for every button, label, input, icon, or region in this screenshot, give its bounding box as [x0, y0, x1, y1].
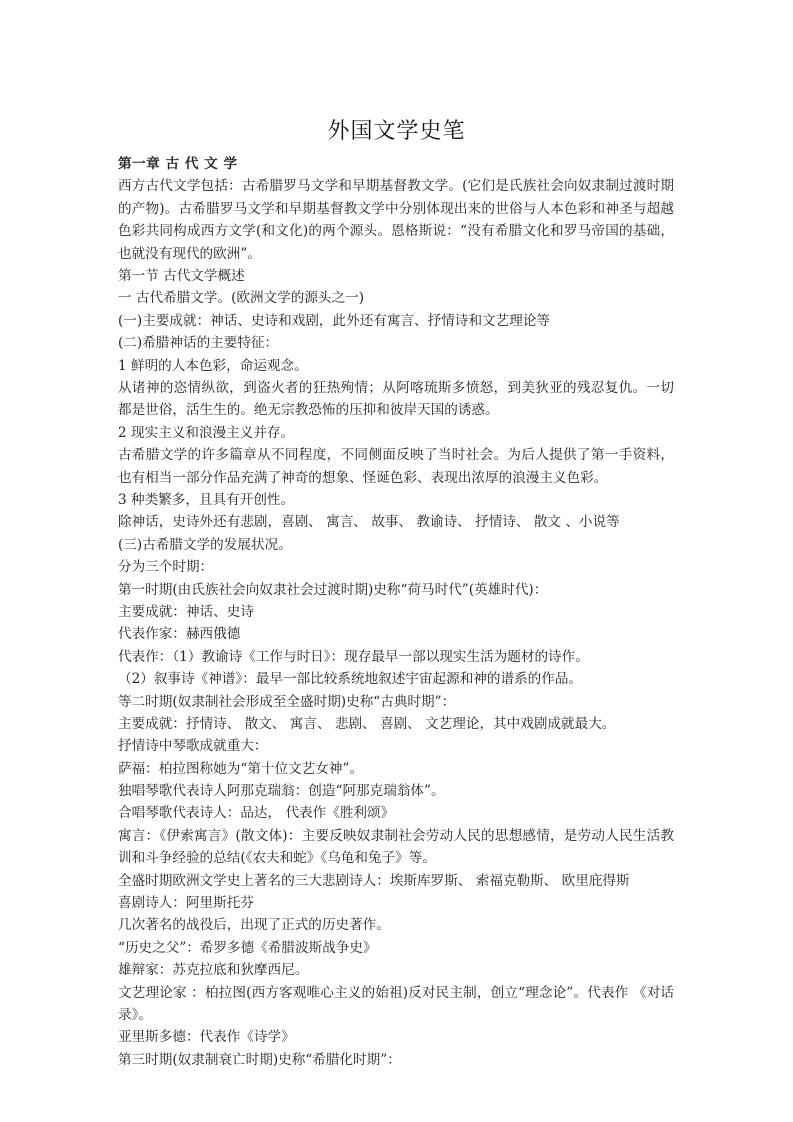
paragraph: (三)古希腊文学的发展状况。: [118, 536, 292, 553]
paragraph: 分为三个时期：: [118, 559, 214, 576]
paragraph: 雄辩家：苏克拉底和狄摩西尼。: [118, 962, 309, 979]
paragraph: 主要成就：神话、史诗: [118, 603, 254, 620]
paragraph: 全盛时期欧洲文学史上著名的三大悲剧诗人：埃斯库罗斯、 索福克勒斯、 欧里庇得斯: [118, 872, 630, 889]
paragraph: 第三时期(奴隶制衰亡时期)史称“希腊化时期”：: [118, 1051, 401, 1068]
paragraph: 从诸神的恣情纵欲，到盗火者的狂热殉情；从阿喀琉斯多愤怒，到美狄亚的残忍复仇。一切都是世俗，活生生的。绝无宗教恐怖的压抑和彼岸天国的诱惑。: [118, 379, 674, 419]
paragraph: 寓言：《伊索寓言》(散文体)：主要反映奴隶制社会劳动人民的思想感情，是劳动人民生活教训和斗争经验的总结(《农夫和蛇》《乌龟和兔子》等。: [118, 827, 674, 867]
paragraph: 第一时期(由氏族社会向奴隶社会过渡时期)史称“荷马时代”(英雄时代)：: [118, 581, 548, 598]
paragraph: 喜剧诗人：阿里斯托芬: [118, 895, 254, 912]
paragraph: 3 种类繁多，且具有开创性。: [118, 491, 295, 508]
paragraph: 除神话，史诗外还有悲剧，喜剧、 寓言、 故事、 教谕诗、 抒情诗、 散文 、小说等: [118, 514, 620, 531]
paragraph: 代表作：（1）教谕诗《工作与时日》：现存最早一部以现实生活为题材的诗作。: [118, 648, 589, 665]
paragraph: 主要成就：抒情诗、 散文、 寓言、 悲剧、 喜剧、 文艺理论，其中戏剧成就最大。: [118, 715, 616, 732]
paragraph: “历史之父”：希罗多德《希腊波斯战争史》: [118, 939, 377, 956]
document-body: [118, 153, 674, 1071]
intro-paragraph: 西方古代文学包括：古希腊罗马文学和早期基督教文学。(它们是氏族社会向奴隶制过渡时期的产物)。古希腊罗马文学和早期基督教文学中分别体现出来的世俗与人本色彩和神圣与超越色彩共同构成西方文学(和文化)的两个源头。恩格斯说：“没有希腊文化和罗马帝国的基础，也就没有现代的欧洲”。: [118, 178, 674, 262]
document-title: 外国文学史笔: [327, 119, 466, 144]
paragraph: (一)主要成就：神话、史诗和戏剧，此外还有寓言、抒情诗和文艺理论等: [118, 312, 551, 329]
paragraph: 等二时期(奴隶制社会形成至全盛时期)史称“古典时期”：: [118, 693, 456, 710]
paragraph: 萨福：柏拉图称她为“第十位文艺女神”。: [118, 760, 363, 777]
paragraph: 独唱琴歌代表诗人阿那克瑞翁：创造“阿那克瑞翁体”。: [118, 783, 445, 800]
paragraph: 2 现实主义和浪漫主义并存。: [118, 424, 295, 441]
section-heading: 第一节 古代文学概述: [118, 268, 245, 285]
paragraph: 合唱琴歌代表诗人：品达， 代表作《胜利颂》: [118, 805, 395, 822]
paragraph: 亚里斯多德：代表作《诗学》: [118, 1029, 295, 1046]
paragraph: 代表作家：赫西俄德: [118, 626, 241, 643]
paragraph: 文艺理论家 ：柏拉图(西方客观唯心主义的始祖)反对民主制，创立“理念论”。代表作 《对话录》。: [118, 984, 674, 1024]
paragraph: 古希腊文学的许多篇章从不同程度，不同侧面反映了当时社会。为后人提供了第一手资料，也有相当一部分作品充满了神奇的想象、怪诞色彩、表现出浓厚的浪漫主义色彩。: [118, 447, 674, 486]
chapter-heading: 第一章 古 代 文 学: [118, 156, 238, 172]
paragraph: 抒情诗中琴歌成就重大：: [118, 738, 268, 755]
paragraph: （2）叙事诗《神谱》：最早一部比较系统地叙述宇宙起源和神的谱系的作品。: [118, 671, 583, 688]
paragraph: 几次著名的战役后，出现了正式的历史著作。: [118, 917, 390, 934]
paragraph: 1 鲜明的人本色彩，命运观念。: [118, 357, 308, 374]
subsection-heading: 一 古代希腊文学。(欧洲文学的源头之一): [118, 290, 365, 307]
paragraph: (二)希腊神话的主要特征：: [118, 335, 279, 352]
